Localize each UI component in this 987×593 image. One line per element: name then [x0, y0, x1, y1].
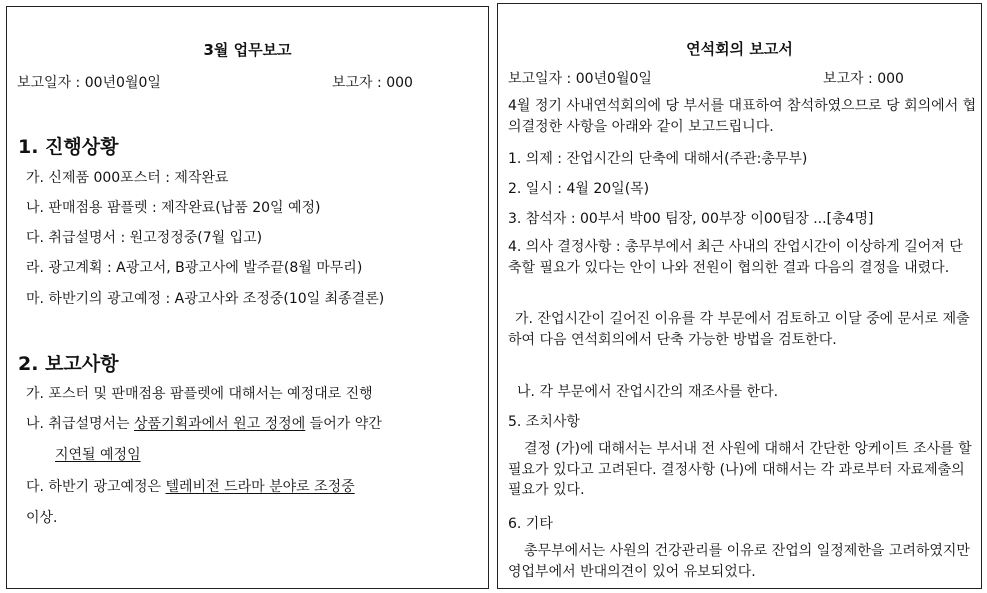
report-item-text: 다. 하반기 광고예정은	[26, 479, 166, 495]
other-body: 총무부에서는 사원의 건강관리를 이유로 잔업의 일정제한을 고려하였지만 영업부에서 반대의견이 있어 유보되었다.	[508, 543, 970, 580]
report-item: 가. 포스터 및 판매점용 팜플렛에 대해서는 예정대로 진행	[26, 386, 373, 402]
closing-text: 이상.	[26, 510, 58, 526]
underlined-text: 텔레비전 드라마 분야로 조정중	[165, 479, 355, 495]
report-item-continuation	[55, 444, 141, 464]
report-item	[26, 413, 382, 433]
section-heading: 2. 보고사항	[18, 353, 119, 375]
progress-item: 마. 하반기의 광고예정 : A광고사와 조정중(10일 최종결론)	[26, 291, 385, 307]
section-heading: 1. 진행상황	[18, 136, 119, 158]
progress-item: 라. 광고계획 : A광고서, B광고사에 발주끝(8월 마무리)	[26, 260, 363, 276]
report-item	[26, 476, 355, 496]
report-item-text: 나. 취급설명서는	[26, 416, 135, 432]
decision-sub-item: 나. 각 부문에서 잔업시간의 재조사를 한다.	[517, 384, 779, 400]
progress-item: 다. 취급설명서 : 원고정정중(7월 입고)	[26, 230, 263, 246]
progress-item: 나. 판매점용 팜플렛 : 제작완료(납품 20일 예정)	[26, 200, 321, 216]
decision-sub-item: 가. 잔업시간이 길어진 이유를 각 부문에서 검토하고 이달 중에 문서로 제출하여 다음 연석회의에서 단축 가능한 방법을 검토한다.	[508, 311, 970, 348]
underlined-text: 상품기획과에서 원고 정정에	[134, 416, 306, 432]
report-title: 3월 업무보고	[203, 41, 292, 59]
date-item: 2. 일시 : 4월 20일(목)	[508, 181, 650, 197]
underlined-text: 지연될 예정임	[55, 447, 141, 463]
decision-item: 4. 의사 결정사항 : 총무부에서 최근 사내의 잔업시간이 이상하게 길어져 단축할 필요가 있다는 안이 나와 전원이 협의한 결과 다음의 결정을 내렸다.	[508, 239, 963, 276]
progress-item: 가. 신제품 000포스터 : 제작완료	[26, 170, 229, 186]
action-body: 결정 (가)에 대해서는 부서내 전 사원에 대해서 간단한 앙케이트 조사를 할 필요가 있다고 고려된다. 결정사항 (나)에 대해서는 각 과로부터 자료제출의 필요가 있다.	[508, 441, 972, 498]
intro-paragraph: 4월 정기 사내연석회의에 당 부서를 대표하여 참석하였으므로 당 회의에서 협의결정한 사항을 아래와 같이 보고드립니다.	[508, 98, 977, 135]
reporter: 보고자 : 000	[332, 75, 413, 91]
report-title: 연석회의 보고서	[686, 40, 793, 58]
report-date: 보고일자 : 00년0월0일	[17, 75, 161, 91]
joint-meeting-report-panel	[497, 3, 982, 589]
reporter: 보고자 : 000	[823, 71, 904, 87]
action-heading: 5. 조치사항	[508, 414, 580, 430]
attendees-item: 3. 참석자 : 00부서 박00 팀장, 00부장 이00팀장 ...[총4명]	[508, 211, 874, 227]
report-date: 보고일자 : 00년0월0일	[508, 71, 652, 87]
report-item-text: 들어가 약간	[305, 416, 382, 432]
agenda-item: 1. 의제 : 잔업시간의 단축에 대해서(주관:총무부)	[508, 151, 808, 167]
other-heading: 6. 기타	[508, 516, 553, 532]
monthly-report-panel	[6, 6, 489, 589]
